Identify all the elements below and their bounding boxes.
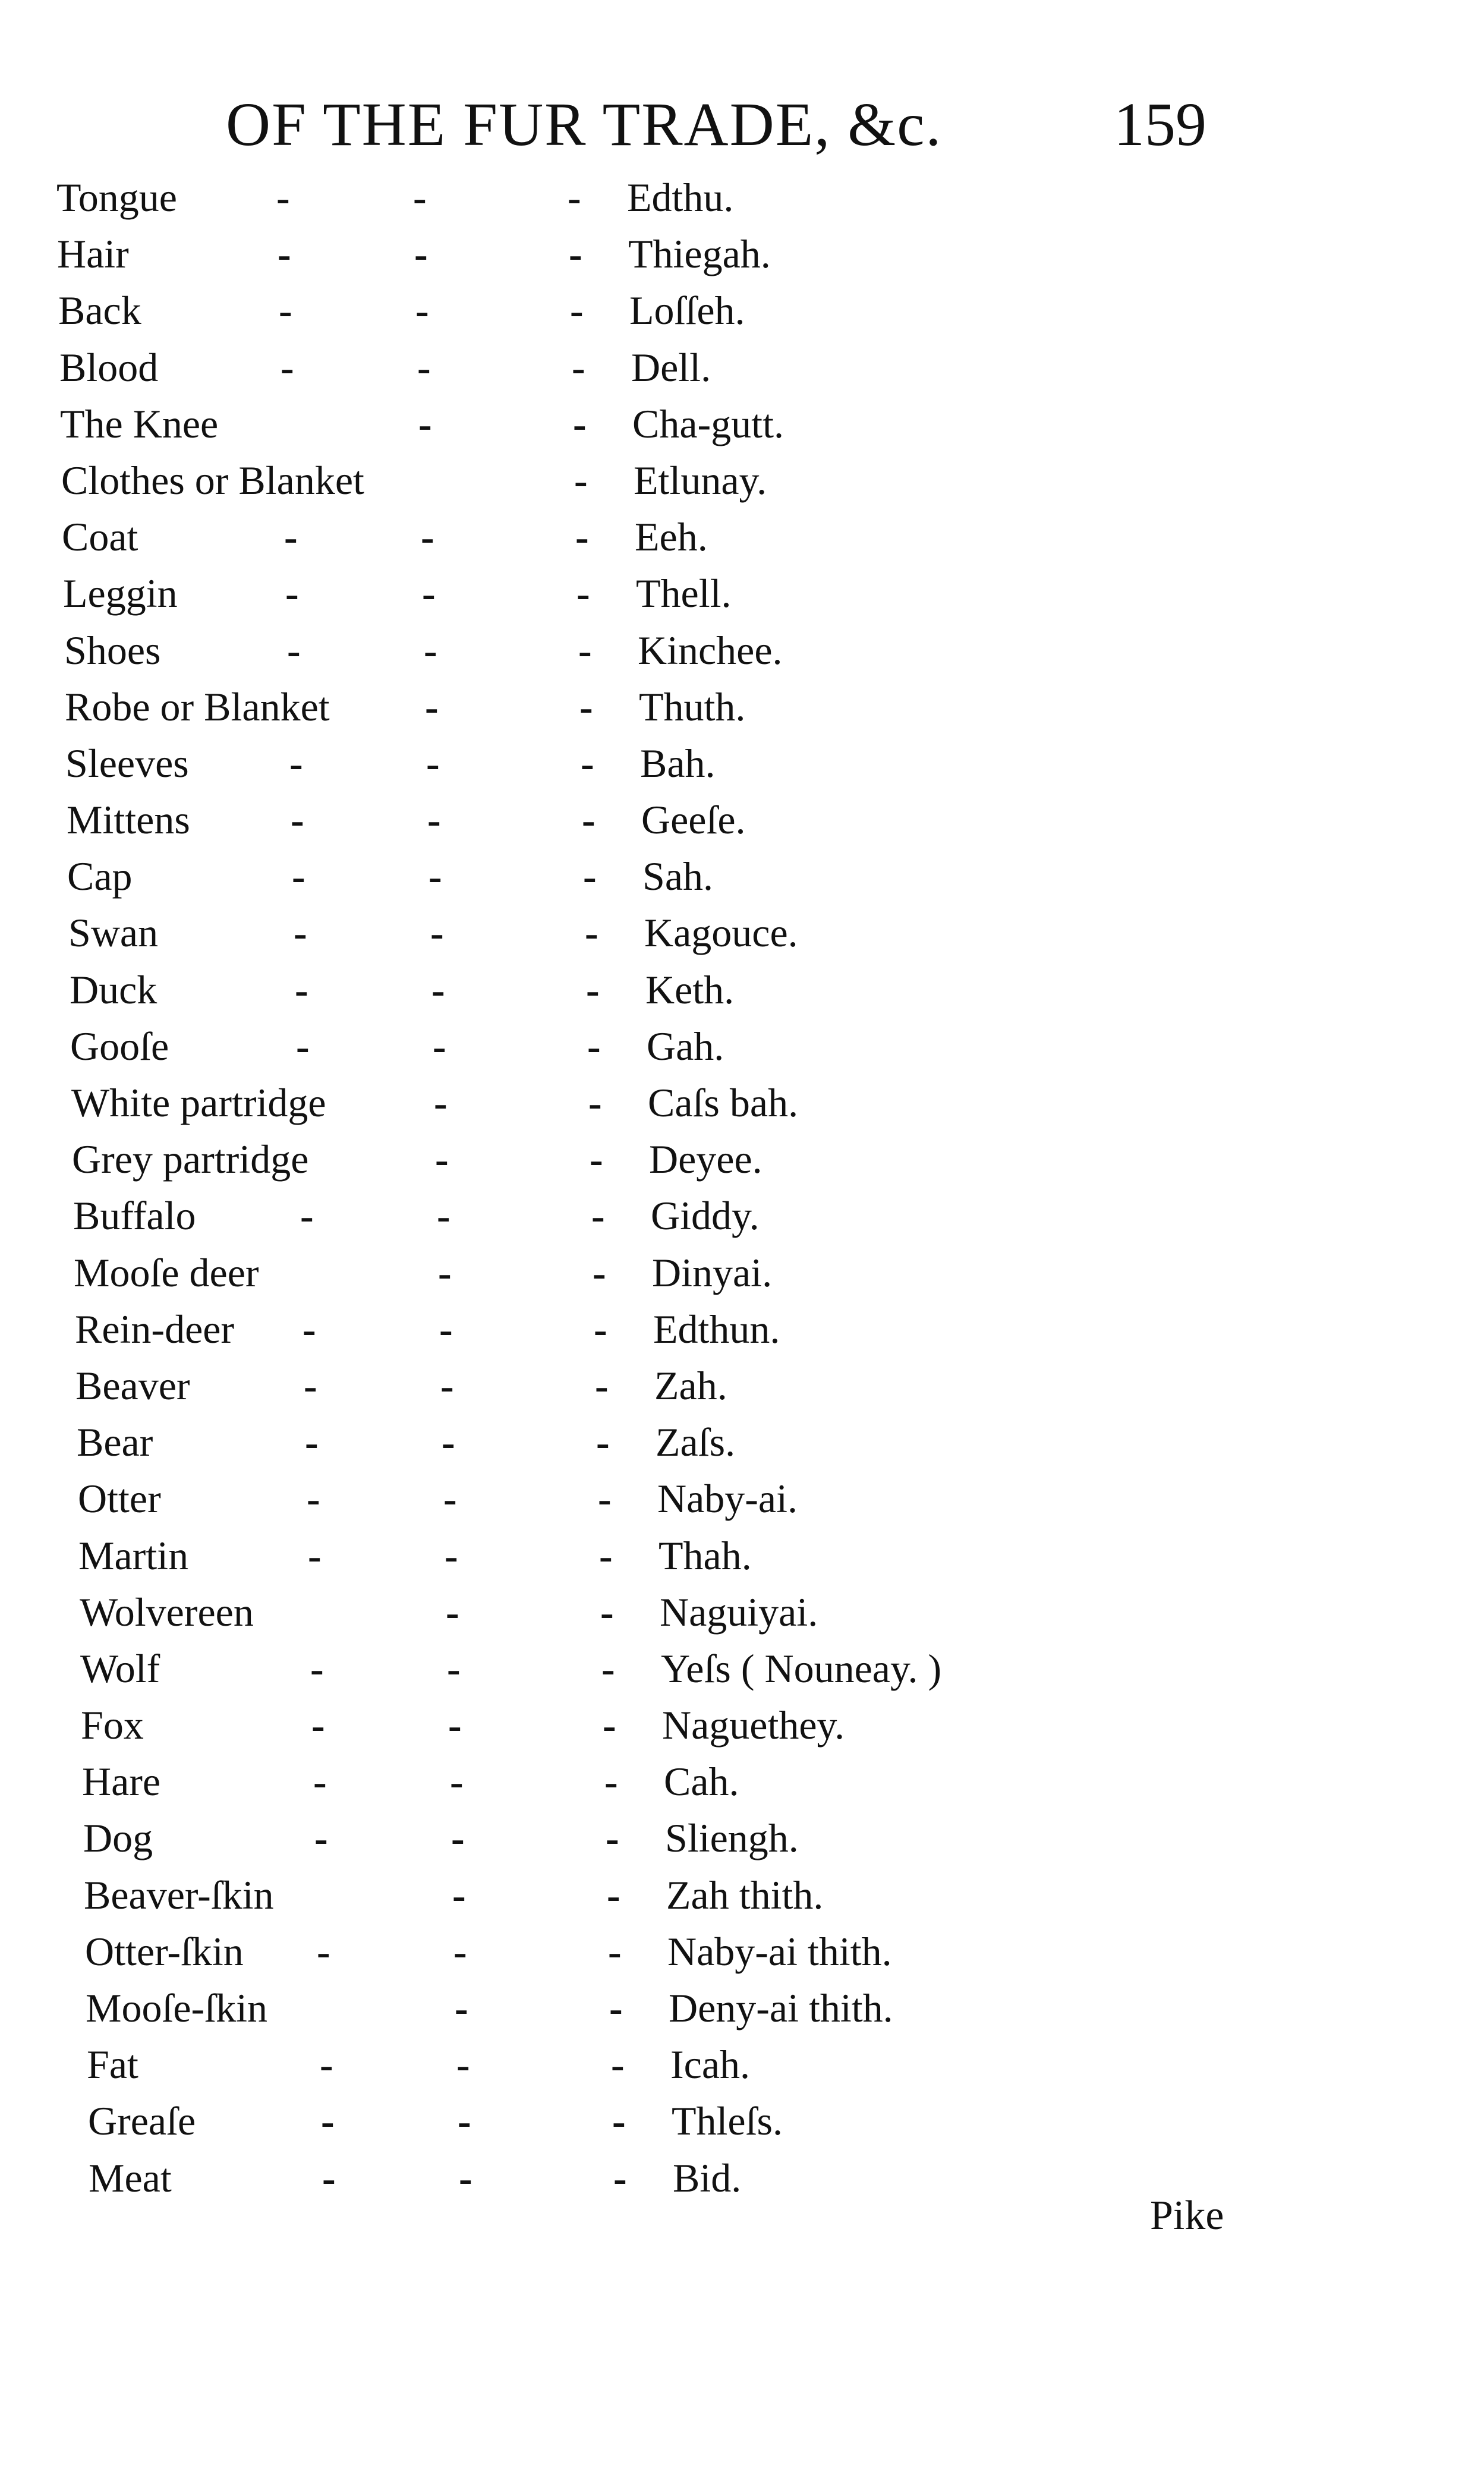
leader-dash: - — [613, 2155, 627, 2200]
leader-dash: - — [594, 1306, 607, 1352]
leader-dash: - — [438, 1249, 452, 1295]
leader-dash: - — [443, 1476, 457, 1522]
native-translation: Kinchee. — [638, 627, 783, 673]
leader-dash: - — [300, 1193, 314, 1239]
vocabulary-entry — [56, 452, 1067, 509]
leader-dash: - — [426, 740, 440, 786]
native-translation: Dinyai. — [652, 1249, 773, 1295]
leader-dash: - — [437, 1193, 450, 1239]
leader-dash: - — [446, 1589, 459, 1635]
vocabulary-entry — [56, 1753, 1067, 1810]
leader-dash: - — [322, 2155, 336, 2200]
native-translation: Naby-ai thith. — [667, 1928, 892, 1974]
leader-dash: - — [588, 1080, 602, 1125]
english-term: Meat — [89, 2155, 172, 2200]
leader-dash: - — [414, 231, 428, 277]
leader-dash: - — [448, 1702, 462, 1748]
english-term: Swan — [68, 910, 159, 956]
leader-dash: - — [601, 1645, 615, 1691]
leader-dash: - — [303, 1306, 316, 1352]
vocabulary-entry — [56, 1980, 1067, 2036]
vocabulary-entry — [56, 1018, 1067, 1075]
english-term: Wolf — [80, 1645, 160, 1691]
page-number: 159 — [1114, 90, 1206, 159]
leader-dash: - — [573, 401, 587, 446]
leader-dash: - — [314, 1815, 328, 1861]
vocabulary-entry — [56, 1528, 1067, 1584]
leader-dash: - — [575, 514, 589, 560]
vocabulary-entry — [56, 2036, 1067, 2093]
vocabulary-entry — [56, 509, 1067, 565]
native-translation: Zah thith. — [666, 1872, 824, 1918]
leader-dash: - — [581, 740, 594, 786]
leader-dash: - — [278, 231, 291, 277]
english-term: Blood — [59, 344, 159, 390]
native-translation: Sliengh. — [665, 1815, 799, 1861]
leader-dash: - — [458, 2098, 471, 2144]
vocabulary-entry — [56, 169, 1067, 226]
leader-dash: - — [307, 1476, 320, 1522]
leader-dash: - — [574, 457, 588, 503]
leader-dash: - — [433, 1023, 446, 1069]
vocabulary-entry — [56, 1414, 1067, 1471]
leader-dash: - — [417, 344, 431, 390]
leader-dash: - — [425, 684, 439, 729]
english-term: Duck — [70, 967, 157, 1012]
leader-dash: - — [296, 1023, 310, 1069]
english-term: Greaſe — [88, 2098, 196, 2144]
vocabulary-entry — [56, 396, 1067, 452]
leader-dash: - — [287, 627, 301, 673]
english-term: Clothes or Blanket — [61, 457, 364, 503]
leader-dash: - — [593, 1249, 606, 1295]
leader-dash: - — [427, 797, 441, 843]
leader-dash: - — [576, 571, 590, 616]
catchword: Pike — [1150, 2193, 1224, 2239]
english-term: Hair — [57, 231, 129, 277]
leader-dash: - — [422, 571, 436, 616]
leader-dash: - — [585, 910, 598, 956]
leader-dash: - — [310, 1645, 324, 1691]
leader-dash: - — [431, 967, 445, 1012]
native-translation: Zah. — [654, 1362, 727, 1408]
native-translation: Geeſe. — [641, 797, 746, 843]
leader-dash: - — [456, 2042, 470, 2088]
native-translation: Thell. — [636, 571, 732, 616]
vocabulary-entry — [56, 565, 1067, 622]
leader-dash: - — [445, 1532, 458, 1578]
english-term: Wolvereen — [80, 1589, 254, 1635]
vocabulary-entry — [56, 1131, 1067, 1188]
leader-dash: - — [311, 1702, 325, 1748]
leader-dash: - — [291, 797, 304, 843]
leader-dash: - — [587, 1023, 601, 1069]
native-translation: Naguiyai. — [660, 1589, 818, 1635]
english-term: Shoes — [64, 627, 161, 673]
leader-dash: - — [609, 1985, 623, 2030]
vocabulary-entry — [56, 1810, 1067, 1866]
leader-dash: - — [440, 1362, 454, 1408]
native-translation: Icah. — [670, 2042, 751, 2088]
leader-dash: - — [439, 1306, 453, 1352]
english-term: Fox — [81, 1702, 144, 1748]
leader-dash: - — [608, 1928, 622, 1974]
native-translation: Thleſs. — [672, 2098, 783, 2144]
leader-dash: - — [604, 1759, 618, 1805]
vocabulary-entry — [56, 1188, 1067, 1244]
leader-dash: - — [598, 1476, 612, 1522]
leader-dash: - — [572, 344, 585, 390]
leader-dash: - — [568, 175, 581, 220]
native-translation: Etlunay. — [634, 457, 767, 503]
english-term: Martin — [78, 1532, 189, 1578]
vocabulary-entry — [56, 679, 1067, 735]
english-term: Otter-ſkin — [85, 1928, 244, 1974]
leader-dash: - — [305, 1419, 319, 1465]
vocabulary-entry — [56, 1301, 1067, 1358]
vocabulary-entry — [56, 1697, 1067, 1753]
vocabulary-entry — [56, 339, 1067, 396]
leader-dash: - — [612, 2098, 626, 2144]
native-translation: Keth. — [645, 967, 735, 1012]
english-term: Cap — [67, 854, 133, 899]
leader-dash: - — [459, 2155, 472, 2200]
leader-dash: - — [455, 1985, 468, 2030]
vocabulary-entry — [56, 1923, 1067, 1980]
vocabulary-entry — [56, 226, 1067, 282]
vocabulary-entry — [56, 1245, 1067, 1301]
leader-dash: - — [418, 401, 432, 446]
leader-dash: - — [570, 288, 584, 333]
english-term: Sleeves — [65, 740, 189, 786]
leader-dash: - — [424, 627, 437, 673]
leader-dash: - — [321, 2098, 335, 2144]
running-title: OF THE FUR TRADE, &c. — [226, 90, 943, 159]
leader-dash: - — [453, 1928, 467, 1974]
leader-dash: - — [284, 514, 298, 560]
leader-dash: - — [320, 2042, 333, 2088]
native-translation: Edthu. — [627, 175, 734, 220]
native-translation: Bid. — [673, 2155, 742, 2200]
vocabulary-entry — [56, 905, 1067, 961]
vocabulary-entry — [56, 622, 1067, 679]
native-translation: Cha-gutt. — [632, 401, 784, 446]
vocabulary-entry — [56, 2150, 1067, 2206]
leader-dash: - — [292, 854, 305, 899]
leader-dash: - — [313, 1759, 327, 1805]
vocabulary-entry — [56, 1867, 1067, 1923]
vocabulary-entry — [56, 792, 1067, 848]
leader-dash: - — [447, 1645, 461, 1691]
leader-dash: - — [304, 1362, 317, 1408]
native-translation: Kagouce. — [644, 910, 798, 956]
vocabulary-entry — [56, 735, 1067, 792]
leader-dash: - — [415, 288, 429, 333]
vocabulary-entry — [56, 1075, 1067, 1131]
english-term: Mittens — [67, 797, 190, 843]
native-translation: Caſs bah. — [648, 1080, 799, 1125]
native-translation: Deny-ai thith. — [669, 1985, 893, 2030]
english-term: Beaver — [75, 1362, 190, 1408]
english-term: Coat — [62, 514, 138, 560]
leader-dash: - — [451, 1815, 465, 1861]
leader-dash: - — [596, 1419, 610, 1465]
native-translation: Cah. — [664, 1759, 739, 1805]
native-translation: Yeſs ( Nouneay. ) — [661, 1645, 942, 1691]
leader-dash: - — [569, 231, 582, 277]
vocabulary-entry — [56, 1358, 1067, 1414]
leader-dash: - — [591, 1193, 605, 1239]
native-translation: Dell. — [631, 344, 711, 390]
leader-dash: - — [285, 571, 299, 616]
native-translation: Loſſeh. — [629, 288, 745, 333]
english-term: The Knee — [60, 401, 219, 446]
vocabulary-entry — [56, 848, 1067, 905]
native-translation: Naguethey. — [662, 1702, 845, 1748]
leader-dash: - — [600, 1589, 614, 1635]
native-translation: Bah. — [640, 740, 716, 786]
leader-dash: - — [450, 1759, 464, 1805]
leader-dash: - — [281, 344, 294, 390]
english-term: Mooſe-ſkin — [86, 1985, 267, 2030]
english-term: Tongue — [56, 175, 177, 220]
leader-dash: - — [578, 627, 592, 673]
page-header — [226, 83, 1206, 166]
leader-dash: - — [294, 910, 307, 956]
leader-dash: - — [317, 1928, 330, 1974]
leader-dash: - — [434, 1080, 448, 1125]
leader-dash: - — [421, 514, 434, 560]
leader-dash: - — [308, 1532, 322, 1578]
native-translation: Sah. — [642, 854, 713, 899]
leader-dash: - — [428, 854, 442, 899]
english-term: Robe or Blanket — [65, 684, 330, 729]
native-translation: Naby-ai. — [657, 1476, 798, 1522]
english-term: Buffalo — [73, 1193, 196, 1239]
leader-dash: - — [279, 288, 292, 333]
vocabulary-list — [56, 169, 1067, 2206]
english-term: Dog — [83, 1815, 153, 1861]
vocabulary-entry — [56, 1641, 1067, 1697]
leader-dash: - — [606, 1815, 619, 1861]
english-term: Otter — [78, 1476, 161, 1522]
vocabulary-entry — [56, 282, 1067, 339]
vocabulary-entry — [56, 1584, 1067, 1641]
native-translation: Thuth. — [639, 684, 746, 729]
native-translation: Eeh. — [635, 514, 708, 560]
english-term: Bear — [77, 1419, 153, 1465]
leader-dash: - — [413, 175, 427, 220]
english-term: Back — [58, 288, 141, 333]
english-term: Beaver-ſkin — [84, 1872, 274, 1918]
leader-dash: - — [586, 967, 600, 1012]
english-term: Grey partridge — [72, 1137, 309, 1182]
leader-dash: - — [599, 1532, 613, 1578]
native-translation: Thiegah. — [628, 231, 771, 277]
leader-dash: - — [452, 1872, 466, 1918]
leader-dash: - — [289, 740, 303, 786]
vocabulary-entry — [56, 1471, 1067, 1527]
leader-dash: - — [583, 854, 597, 899]
vocabulary-entry — [56, 962, 1067, 1018]
leader-dash: - — [603, 1702, 616, 1748]
leader-dash: - — [295, 967, 308, 1012]
leader-dash: - — [590, 1137, 603, 1182]
native-translation: Zaſs. — [656, 1419, 736, 1465]
leader-dash: - — [435, 1137, 449, 1182]
native-translation: Deyee. — [649, 1137, 763, 1182]
leader-dash: - — [607, 1872, 620, 1918]
native-translation: Giddy. — [651, 1193, 760, 1239]
leader-dash: - — [611, 2042, 625, 2088]
english-term: Fat — [87, 2042, 138, 2088]
english-term: Rein-deer — [75, 1306, 235, 1352]
leader-dash: - — [579, 684, 593, 729]
leader-dash: - — [595, 1362, 609, 1408]
native-translation: Gah. — [647, 1023, 724, 1069]
native-translation: Edthun. — [653, 1306, 780, 1352]
english-term: Gooſe — [70, 1023, 169, 1069]
english-term: Leggin — [63, 571, 178, 616]
english-term: White partridge — [71, 1080, 326, 1125]
leader-dash: - — [430, 910, 444, 956]
leader-dash: - — [582, 797, 596, 843]
english-term: Mooſe deer — [74, 1249, 259, 1295]
english-term: Hare — [82, 1759, 161, 1805]
vocabulary-entry — [56, 2093, 1067, 2149]
leader-dash: - — [276, 175, 290, 220]
native-translation: Thah. — [658, 1532, 752, 1578]
leader-dash: - — [442, 1419, 455, 1465]
